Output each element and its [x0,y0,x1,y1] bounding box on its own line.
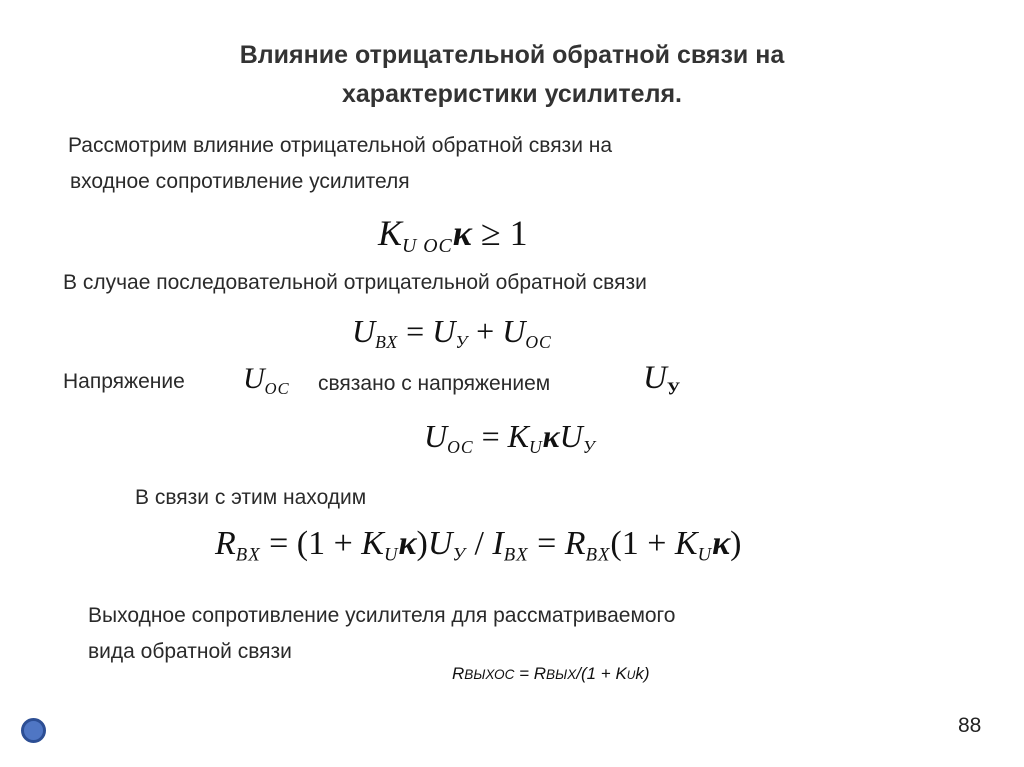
formula-input-voltage [352,313,552,353]
f4-k1: K [361,525,384,562]
page-number: 88 [958,714,982,737]
f4-div: / [465,525,493,562]
f3-k: K [507,418,529,454]
f3-eq: = [473,418,508,454]
f5-sub-u: U [626,668,636,682]
voltage-label: Напряжение [63,370,185,393]
f1-kappa: κ [452,213,472,253]
slide-bullet-circle [21,718,46,743]
related-text: связано с напряжением [318,372,551,395]
f2-u3: U [502,313,526,349]
f4-k2: K [674,525,698,562]
f2-sub-vx: ВХ [375,332,399,353]
title-line-1: Влияние отрицательной обратной связи на [239,41,785,69]
f4-sub-vx3: BX [585,544,611,566]
uoc-sub: OC [264,378,290,398]
f4-sub-vx1: BX [235,544,261,566]
f5-end: k) [635,664,650,683]
f1-sub: U OC [402,234,453,257]
f4-r1: R [215,525,236,562]
f4-eq1: = (1 + [260,525,362,562]
f4-close: ) [416,525,428,562]
f4-kappa2: κ [712,525,731,562]
uoc-u: U [243,362,265,395]
f2-u2: U [432,313,456,349]
f2-sub-y: У [455,332,469,353]
formula-uoc-inline [243,362,290,399]
f1-rhs: ≥ 1 [471,213,528,253]
intro-line-1: Рассмотрим влияние отрицательной обратной связи на [68,134,613,157]
series-feedback-text: В случае последовательной отрицательной обратной связи [63,271,647,294]
f2-sub-oc: OC [525,332,552,353]
f4-kappa1: κ [398,525,417,562]
f4-eq2: = [528,525,565,562]
formula-uy-inline [643,360,681,399]
f5-mid: /(1 + K [576,664,627,683]
f4-sub-vx2: BX [503,544,529,566]
f5-sub2: ВЫХ [546,667,577,682]
f4-open: (1 + [610,525,675,562]
f3-sub-oc: OC [447,437,474,458]
f2-u1: U [352,313,376,349]
formula-input-resistance [215,525,741,567]
f5-r2: R [533,664,547,683]
formula-feedback-voltage [424,418,596,458]
formula-loop-gain [378,212,528,258]
f3-sub-y: У [582,437,596,458]
f5-eq: = [514,664,534,683]
f3-sub-u: U [528,437,543,458]
output-line-2: вида обратной связи [88,640,292,663]
f3-u2: U [559,418,583,454]
title-line-2: характеристики усилителя. [342,80,682,108]
f4-sub-u1: U [383,544,399,566]
f3-kappa: κ [542,418,560,454]
output-line-1: Выходное сопротивление усилителя для рассматриваемого [88,604,676,627]
f4-end: ) [730,525,742,562]
f4-sub-u2: U [697,544,713,566]
f4-i: I [492,525,504,562]
f1-k: K [378,213,403,253]
intro-line-2: входное сопротивление усилителя [70,170,410,193]
therefore-text: В связи с этим находим [135,486,367,509]
f5-r1: R [452,664,465,683]
f2-eq: = [398,313,433,349]
slide-title [0,36,1024,114]
f4-u: U [427,525,453,562]
f2-plus: + [468,313,503,349]
f5-sub1: ВЫХОС [464,667,515,682]
uy-u: U [643,360,667,396]
f4-sub-y: У [452,544,466,566]
f3-u1: U [424,418,448,454]
f4-r2: R [564,525,586,562]
uy-sub: У [666,378,682,399]
formula-output-resistance [452,664,650,684]
